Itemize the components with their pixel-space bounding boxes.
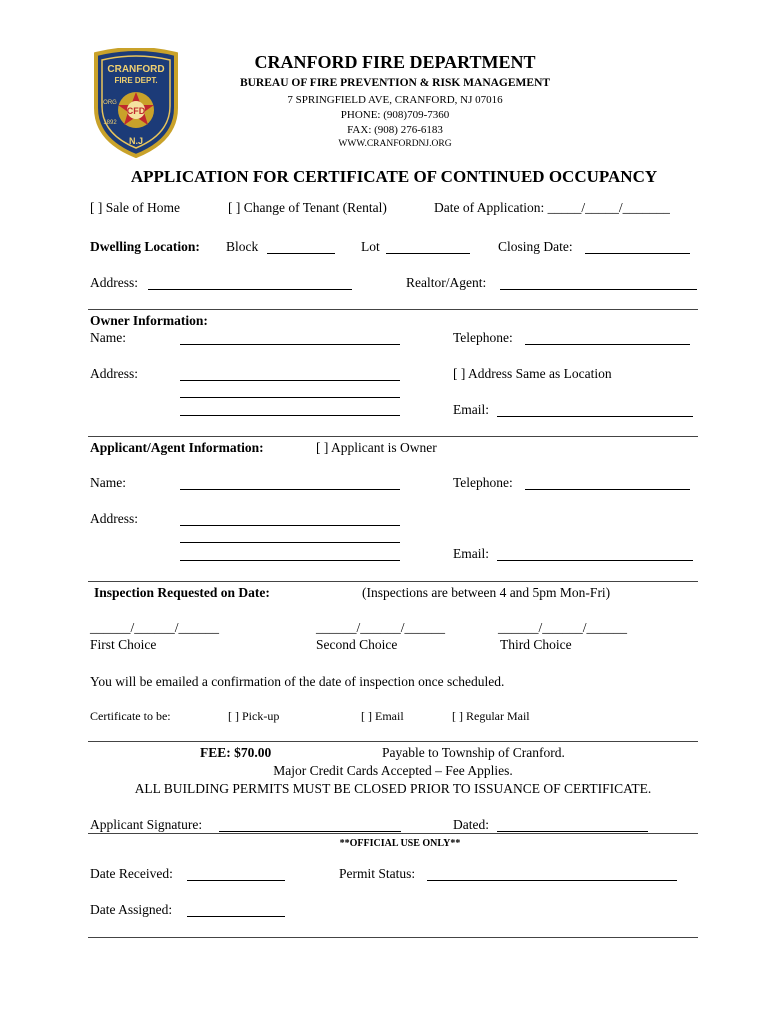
applicant-telephone-input-line[interactable] bbox=[525, 489, 690, 490]
fee-payable-note: Payable to Township of Cranford. bbox=[382, 745, 565, 760]
sale-of-home-checkbox[interactable]: [ ] Sale of Home bbox=[90, 200, 180, 215]
third-choice-label: Third Choice bbox=[500, 637, 572, 652]
location-address-input-line[interactable] bbox=[148, 289, 352, 290]
owner-email-input-line[interactable] bbox=[497, 416, 693, 417]
dated-label: Dated: bbox=[453, 817, 489, 832]
header-fax: FAX: (908) 276-6183 bbox=[347, 124, 443, 136]
lot-input-line[interactable] bbox=[386, 253, 470, 254]
section-divider bbox=[88, 436, 698, 437]
second-choice-date-field[interactable]: ______/______/______ bbox=[316, 620, 446, 635]
official-use-only-label: **OFFICIAL USE ONLY** bbox=[339, 838, 461, 849]
inspection-heading: Inspection Requested on Date: bbox=[94, 585, 270, 600]
date-received-input-line[interactable] bbox=[187, 880, 285, 881]
svg-text:N.J: N.J bbox=[128, 136, 144, 146]
svg-text:FIRE DEPT.: FIRE DEPT. bbox=[114, 76, 158, 85]
building-permits-note: ALL BUILDING PERMITS MUST BE CLOSED PRIOR TO ISSUANCE OF CERTIFICATE. bbox=[134, 781, 652, 796]
permit-status-label: Permit Status: bbox=[339, 866, 416, 881]
bottom-divider bbox=[88, 937, 698, 938]
owner-address-input-line-3[interactable] bbox=[180, 415, 400, 416]
org-name: CRANFORD FIRE DEPARTMENT bbox=[254, 52, 536, 72]
svg-text:CRANFORD: CRANFORD bbox=[107, 64, 165, 75]
dwelling-location-label: Dwelling Location: bbox=[90, 239, 200, 254]
date-received-label: Date Received: bbox=[90, 866, 173, 881]
applicant-signature-input-line[interactable] bbox=[219, 831, 401, 832]
applicant-address-input-line-1[interactable] bbox=[180, 525, 400, 526]
header-address: 7 SPRINGFIELD AVE, CRANFORD, NJ 07016 bbox=[287, 94, 503, 106]
regular-mail-checkbox[interactable]: [ ] Regular Mail bbox=[452, 709, 530, 723]
confirmation-note: You will be emailed a confirmation of the date of inspection once scheduled. bbox=[90, 674, 505, 689]
fee-amount: FEE: $70.00 bbox=[200, 745, 272, 760]
lot-label: Lot bbox=[361, 239, 380, 254]
first-choice-date-field[interactable]: ______/______/______ bbox=[90, 620, 220, 635]
location-address-label: Address: bbox=[90, 275, 138, 290]
applicant-email-label: Email: bbox=[453, 546, 489, 561]
section-divider bbox=[88, 833, 698, 834]
credit-card-note: Major Credit Cards Accepted – Fee Applies. bbox=[273, 763, 513, 778]
applicant-email-input-line[interactable] bbox=[497, 560, 693, 561]
owner-address-input-line-2[interactable] bbox=[180, 397, 400, 398]
block-input-line[interactable] bbox=[267, 253, 335, 254]
second-choice-label: Second Choice bbox=[316, 637, 398, 652]
owner-name-label: Name: bbox=[90, 330, 126, 345]
owner-email-label: Email: bbox=[453, 402, 489, 417]
change-of-tenant-checkbox[interactable]: [ ] Change of Tenant (Rental) bbox=[228, 200, 387, 215]
header-phone: PHONE: (908)709-7360 bbox=[340, 109, 450, 121]
applicant-signature-label: Applicant Signature: bbox=[90, 817, 203, 832]
applicant-address-label: Address: bbox=[90, 511, 138, 526]
owner-address-input-line-1[interactable] bbox=[180, 380, 400, 381]
certificate-delivery-label: Certificate to be: bbox=[90, 709, 171, 723]
section-divider bbox=[88, 309, 698, 310]
owner-info-heading: Owner Information: bbox=[90, 313, 208, 328]
svg-text:ORG: ORG bbox=[103, 100, 117, 106]
owner-address-label: Address: bbox=[90, 366, 138, 381]
closing-date-input-line[interactable] bbox=[585, 253, 690, 254]
email-checkbox[interactable]: [ ] Email bbox=[361, 709, 404, 723]
first-choice-label: First Choice bbox=[90, 637, 157, 652]
section-divider bbox=[88, 581, 698, 582]
owner-telephone-input-line[interactable] bbox=[525, 344, 690, 345]
bureau-name: BUREAU OF FIRE PREVENTION & RISK MANAGEMENT bbox=[239, 77, 551, 89]
svg-text:1892: 1892 bbox=[103, 120, 117, 126]
third-choice-date-field[interactable]: ______/______/______ bbox=[498, 620, 628, 635]
date-assigned-label: Date Assigned: bbox=[90, 902, 173, 917]
form-title: APPLICATION FOR CERTIFICATE OF CONTINUED OCCUPANCY bbox=[130, 167, 658, 186]
realtor-agent-input-line[interactable] bbox=[500, 289, 697, 290]
applicant-is-owner-checkbox[interactable]: [ ] Applicant is Owner bbox=[316, 440, 437, 455]
owner-name-input-line[interactable] bbox=[180, 344, 400, 345]
applicant-address-input-line-2[interactable] bbox=[180, 542, 400, 543]
applicant-address-input-line-3[interactable] bbox=[180, 560, 400, 561]
applicant-name-label: Name: bbox=[90, 475, 126, 490]
permit-status-input-line[interactable] bbox=[427, 880, 677, 881]
closing-date-label: Closing Date: bbox=[498, 239, 573, 254]
header-website: WWW.CRANFORDNJ.ORG bbox=[338, 139, 452, 149]
block-label: Block bbox=[226, 239, 259, 254]
owner-telephone-label: Telephone: bbox=[453, 330, 513, 345]
address-same-as-location-checkbox[interactable]: [ ] Address Same as Location bbox=[453, 366, 612, 381]
applicant-name-input-line[interactable] bbox=[180, 489, 400, 490]
date-of-application-field[interactable]: Date of Application: _____/_____/_______ bbox=[434, 200, 670, 215]
applicant-info-heading: Applicant/Agent Information: bbox=[90, 440, 264, 455]
svg-text:CFD: CFD bbox=[126, 106, 146, 116]
cranford-fire-dept-badge-logo bbox=[88, 48, 184, 160]
realtor-agent-label: Realtor/Agent: bbox=[406, 275, 487, 290]
pickup-checkbox[interactable]: [ ] Pick-up bbox=[228, 709, 280, 723]
applicant-telephone-label: Telephone: bbox=[453, 475, 513, 490]
date-assigned-input-line[interactable] bbox=[187, 916, 285, 917]
inspection-hours-note: (Inspections are between 4 and 5pm Mon-Fri) bbox=[362, 585, 611, 600]
section-divider bbox=[88, 741, 698, 742]
dated-input-line[interactable] bbox=[497, 831, 648, 832]
